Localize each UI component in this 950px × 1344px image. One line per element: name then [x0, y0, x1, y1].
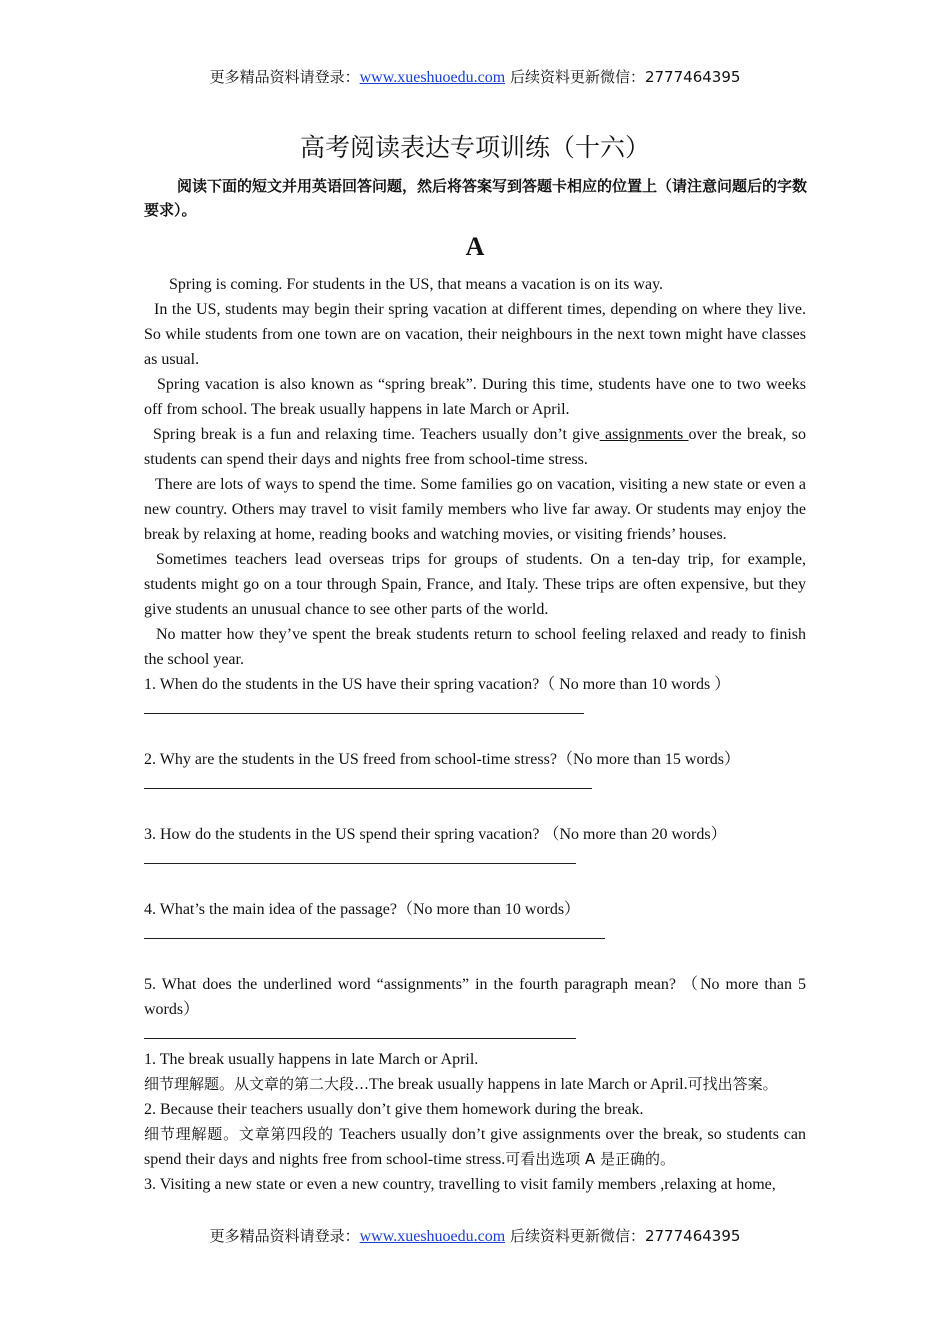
- passage-paragraph: [144, 422, 806, 472]
- passage-paragraph: Spring is coming. For students in the US, that means a vacation is on its way.: [169, 276, 664, 293]
- answer-line-1[interactable]: [144, 697, 806, 722]
- passage-paragraph: Spring vacation is also known as “spring break”. During this time, students have one to two weeks off from school. The break usually happens in late March or April.: [144, 376, 806, 418]
- question-5: 5. What does the underlined word “assignments” in the fourth paragraph mean? （No more than 5 words）: [144, 976, 806, 1018]
- answer-line-3[interactable]: [144, 847, 806, 872]
- passage-paragraph: No matter how they’ve spent the break students return to school feeling relaxed and ready to finish the school year.: [144, 626, 806, 668]
- explanation-1: [144, 1072, 806, 1097]
- answer-line-4[interactable]: [144, 922, 806, 947]
- question-3: 3. How do the students in the US spend their spring vacation? （No more than 20 words）: [144, 826, 727, 843]
- passage-paragraph: Sometimes teachers lead overseas trips for groups of students. On a ten-day trip, for example, students might go on a tour through Spain, France, and Italy. These trips are often expensive, but they give students an unusual chance to see other parts of the world.: [144, 551, 806, 618]
- p4-text-before: Spring break is a fun and relaxing time. Teachers usually don’t give: [153, 426, 600, 443]
- footer-suffix: 后续资料更新微信：2777464395: [505, 1227, 741, 1245]
- answer-line-2[interactable]: [144, 772, 806, 797]
- p4-text-after: over the break, so students can spend their days and nights free from school-time stress.: [144, 426, 807, 468]
- answer-3: 3. Visiting a new state or even a new country, travelling to visit family members ,relaxing at home,: [144, 1176, 776, 1193]
- passage-paragraph: In the US, students may begin their spring vacation at different times, depending on where they live. So while students from one town are on vacation, their neighbours in the next town might have classes as usual.: [144, 301, 806, 368]
- page-title: 高考阅读表达专项训练（十六）: [299, 133, 650, 162]
- section-label: A: [465, 232, 485, 261]
- passage-paragraph: There are lots of ways to spend the time. Some families go on vacation, visiting a new state or even a new country. Others may travel to visit family members who live far away. Or students may enjoy the break by relaxing at home, reading books and watching movies, or visiting friends’ houses.: [144, 476, 806, 543]
- question-4: 4. What’s the main idea of the passage?（No more than 10 words）: [144, 901, 581, 918]
- explanation-2: [144, 1122, 806, 1172]
- header-suffix: 后续资料更新微信：2777464395: [505, 68, 741, 86]
- explanation-2-cn: 细节理解题。文章第四段的: [144, 1125, 340, 1143]
- footer-prefix: 更多精品资料请登录：: [209, 1227, 360, 1245]
- header-prefix: 更多精品资料请登录：: [209, 68, 360, 86]
- question-1: 1. When do the students in the US have their spring vacation?（ No more than 10 words ）: [144, 676, 731, 693]
- page-header: [0, 66, 950, 87]
- explanation-2-en: Teachers usually don’t give assignments over the break, so students can spend their days and nights free from school-time stress.: [144, 1126, 806, 1168]
- page-footer: [0, 1225, 950, 1246]
- underlined-word-assignments: assignments: [599, 426, 689, 443]
- answer-line-5[interactable]: [144, 1022, 806, 1047]
- document-body: [144, 272, 806, 1197]
- explanation-1-en: The break usually happens in late March or April.: [369, 1076, 688, 1093]
- header-link[interactable]: www.xueshuoedu.com: [359, 69, 506, 86]
- explanation-1-cn-end: 可找出答案。: [687, 1075, 778, 1093]
- instructions: 阅读下面的短文并用英语回答问题，然后将答案写到答题卡相应的位置上（请注意问题后的字数要求）。: [144, 177, 808, 219]
- answer-2: 2. Because their teachers usually don’t give them homework during the break.: [144, 1101, 644, 1118]
- question-2: 2. Why are the students in the US freed from school-time stress?（No more than 15 words）: [144, 751, 741, 768]
- explanation-1-cn: 细节理解题。从文章的第二大段…: [144, 1075, 370, 1093]
- footer-link[interactable]: www.xueshuoedu.com: [359, 1228, 506, 1245]
- answer-1: 1. The break usually happens in late March or April.: [144, 1051, 479, 1068]
- explanation-2-cn-end: 可看出选项 A 是正确的。: [505, 1150, 676, 1168]
